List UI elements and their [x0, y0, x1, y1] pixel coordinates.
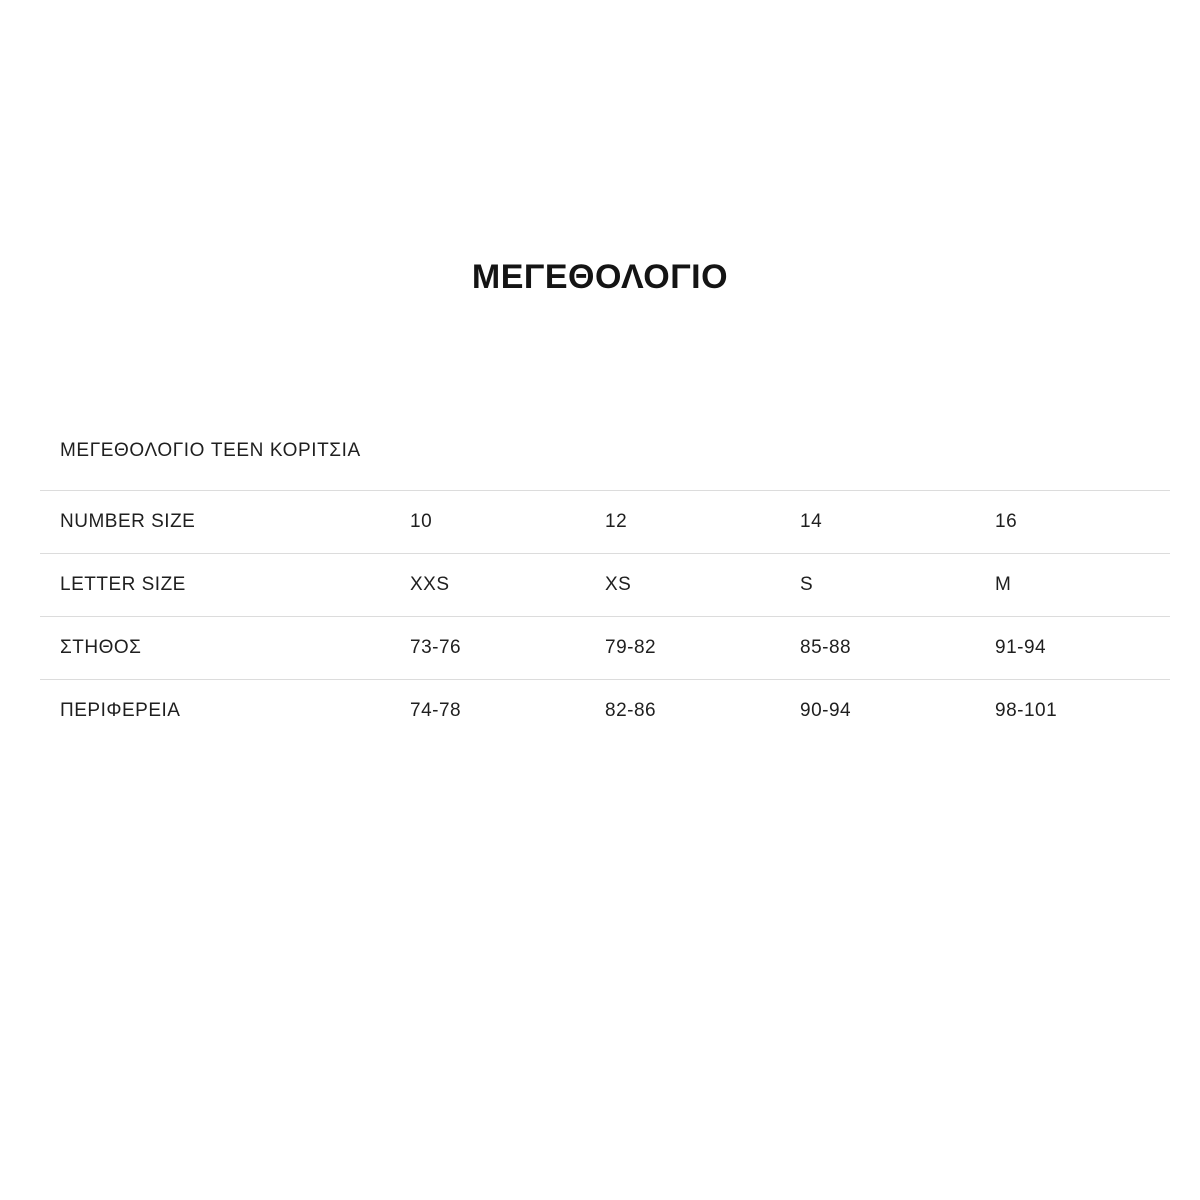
cell-hips-4: 98-101	[995, 700, 1058, 721]
size-table-container	[40, 440, 1160, 742]
table-row	[40, 554, 1170, 617]
row-header-letter-size: LETTER SIZE	[60, 574, 186, 595]
cell-chest-2: 79-82	[605, 637, 657, 658]
row-header-chest: ΣΤΗΘΟΣ	[60, 637, 142, 658]
cell-hips-1: 74-78	[410, 700, 462, 721]
cell-letter-size-2: XS	[605, 574, 632, 595]
cell-letter-size-1: XXS	[410, 574, 450, 595]
size-table	[40, 490, 1170, 742]
cell-letter-size-3: S	[800, 574, 814, 595]
cell-chest-1: 73-76	[410, 637, 462, 658]
cell-letter-size-4: M	[995, 574, 1012, 595]
row-header-hips: ΠΕΡΙΦΕΡΕΙΑ	[60, 700, 181, 721]
cell-hips-2: 82-86	[605, 700, 657, 721]
table-row	[40, 491, 1170, 554]
cell-number-size-2: 12	[605, 511, 628, 532]
table-row	[40, 617, 1170, 680]
row-header-number-size: NUMBER SIZE	[60, 511, 196, 532]
cell-number-size-1: 10	[410, 511, 433, 532]
cell-number-size-4: 16	[995, 511, 1018, 532]
cell-hips-3: 90-94	[800, 700, 852, 721]
cell-number-size-3: 14	[800, 511, 823, 532]
table-row	[40, 680, 1170, 743]
page-title: ΜΕΓΕΘΟΛΟΓΙΟ	[471, 258, 729, 296]
cell-chest-4: 91-94	[995, 637, 1047, 658]
table-caption: ΜΕΓΕΘΟΛΟΓΙΟ TEEN ΚΟΡΙΤΣΙΑ	[60, 440, 361, 461]
cell-chest-3: 85-88	[800, 637, 852, 658]
